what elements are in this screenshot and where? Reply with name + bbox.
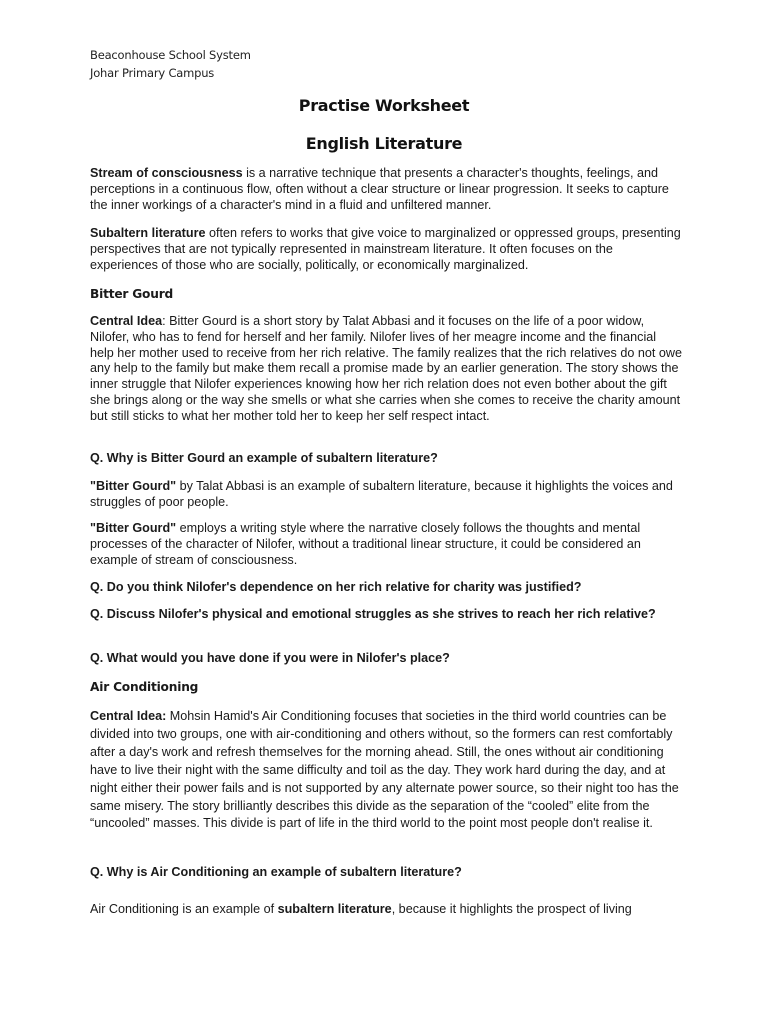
central-idea-label: Central Idea — [90, 314, 163, 328]
section-heading-air-conditioning: Air Conditioning — [90, 680, 199, 694]
central-idea-text: Mohsin Hamid's Air Conditioning focuses that societies in the third world countries can be divided into two groups, one with air-conditioning and others without, so the formers can rest comfortably after a day's work and refresh themselves for the morning ahead. Still, the ones without air conditioning have to live their night with the same difficulty and toil as the day. They work hard during the day, and at night either their power fails and is not supported by any alternate power source, so their night too has the same misery. The story brilliantly describes this divide as the separation of the “cooled” elite from the “uncooled” masses. This divide is part of life in the third world to the point most people don't realise it. — [90, 709, 679, 831]
question-air-conditioning-subaltern: Q. Why is Air Conditioning an example of subaltern literature? — [90, 865, 462, 879]
answer-prefix: Air Conditioning is an example of — [90, 902, 278, 916]
answer-bitter-gourd-2 — [90, 521, 682, 568]
question-nilofer-place: Q. What would you have done if you were in Nilofer's place? — [90, 651, 450, 665]
central-idea-air-conditioning — [90, 708, 682, 833]
question-nilofer-struggles: Q. Discuss Nilofer's physical and emotional struggles as she strives to reach her rich relative? — [90, 607, 656, 621]
term-label: Stream of consciousness — [90, 166, 243, 180]
answer-text: by Talat Abbasi is an example of subaltern literature, because it highlights the voices and struggles of poor people. — [90, 479, 673, 509]
subject-title: English Literature — [305, 134, 463, 153]
answer-text: employs a writing style where the narrative closely follows the thoughts and mental processes of the character of Nilofer, without a traditional linear structure, it could be considered an example of stream of consciousness. — [90, 521, 641, 567]
section-heading-bitter-gourd: Bitter Gourd — [90, 287, 174, 301]
definition-stream-of-consciousness — [90, 166, 682, 213]
definition-text: is a narrative technique that presents a character's thoughts, feelings, and perceptions in a continuous flow, often without a clear structure or linear progression. It seeks to capture the inner workings of a character's mind in a fluid and unfiltered manner. — [90, 166, 669, 212]
campus-name: Johar Primary Campus — [90, 66, 215, 80]
definition-text: often refers to works that give voice to marginalized or oppressed groups, presenting perspectives that are not typically represented in mainstream literature. It often focuses on the experiences of those who are socially, politically, or economically marginalized. — [90, 226, 681, 272]
central-idea-text: : Bitter Gourd is a short story by Talat Abbasi and it focuses on the life of a poor widow, Nilofer, who has to fend for herself and her family. Nilofer lives of her meagre income and the financial help her mother used to receive from her rich relative. The family realizes that the rich relatives do not owe any help to the family but make them recall a promise made by an earlier generation. The story shows the inner struggle that Nilofer experiences knowing how her rich relation does not even bother about the gift she brings along or the way she smells or what she carries when she comes to receive the charity amount but still sticks to what her mother told her to keep her self respect intact. — [90, 314, 682, 423]
term-label: Subaltern literature — [90, 226, 206, 240]
answer-suffix: , because it highlights the prospect of living — [391, 902, 632, 916]
worksheet-title: Practise Worksheet — [298, 96, 470, 115]
answer-label: "Bitter Gourd" — [90, 521, 177, 535]
answer-air-conditioning-1 — [90, 902, 682, 918]
answer-bitter-gourd-1 — [90, 479, 682, 511]
definition-subaltern-literature — [90, 226, 682, 273]
central-idea-bitter-gourd — [90, 314, 682, 425]
answer-bold-term: subaltern literature — [277, 902, 392, 916]
school-name: Beaconhouse School System — [90, 48, 251, 62]
question-bitter-gourd-subaltern: Q. Why is Bitter Gourd an example of subaltern literature? — [90, 451, 438, 465]
central-idea-label: Central Idea: — [90, 709, 167, 723]
answer-label: "Bitter Gourd" — [90, 479, 177, 493]
question-nilofer-dependence: Q. Do you think Nilofer's dependence on her rich relative for charity was justified? — [90, 580, 582, 594]
